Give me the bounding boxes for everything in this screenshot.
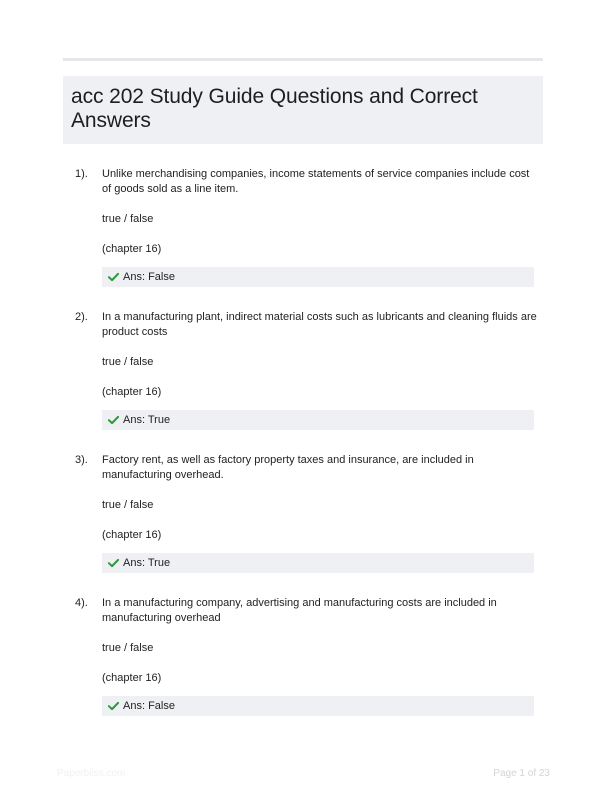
check-icon bbox=[108, 558, 119, 568]
answer-box bbox=[102, 410, 534, 430]
question-number: 3). bbox=[75, 454, 88, 466]
question-number: 1). bbox=[75, 168, 88, 180]
answer-text: Ans: False bbox=[123, 271, 175, 283]
answer-text: Ans: True bbox=[123, 414, 171, 426]
question-text: Factory rent, as well as factory property taxes and insurance, are included in manufacturing overhead. bbox=[102, 454, 474, 481]
question-options: true / false bbox=[102, 356, 154, 368]
page-indicator: Page 1 of 23 bbox=[493, 768, 550, 779]
question-text: In a manufacturing plant, indirect material costs such as lubricants and cleaning fluids are product costs bbox=[102, 311, 537, 338]
page-title-line-2: Answers bbox=[71, 109, 151, 132]
answer-box bbox=[102, 553, 534, 573]
top-divider bbox=[63, 58, 543, 61]
question-number: 4). bbox=[75, 597, 88, 609]
question-chapter: (chapter 16) bbox=[102, 529, 162, 541]
answer-text: Ans: False bbox=[123, 700, 175, 712]
question-options: true / false bbox=[102, 499, 154, 511]
title-banner bbox=[63, 76, 543, 144]
question-chapter: (chapter 16) bbox=[102, 386, 162, 398]
answer-text: Ans: True bbox=[123, 557, 171, 569]
page-title-line-1: acc 202 Study Guide Questions and Correct bbox=[71, 85, 478, 108]
question-text: Unlike merchandising companies, income statements of service companies include cost of goods sold as a line item. bbox=[102, 168, 530, 195]
answer-box bbox=[102, 267, 534, 287]
check-icon bbox=[108, 272, 119, 282]
question-chapter: (chapter 16) bbox=[102, 243, 162, 255]
question-chapter: (chapter 16) bbox=[102, 672, 162, 684]
question-options: true / false bbox=[102, 213, 154, 225]
check-icon bbox=[108, 701, 119, 711]
page-title bbox=[71, 85, 535, 133]
check-icon bbox=[108, 415, 119, 425]
question-text: In a manufacturing company, advertising and manufacturing costs are included in manufacturing overhead bbox=[102, 597, 497, 624]
question-number: 2). bbox=[75, 311, 88, 323]
question-options: true / false bbox=[102, 642, 154, 654]
footer-watermark: Paperbliss.com bbox=[57, 768, 126, 779]
answer-box bbox=[102, 696, 534, 716]
